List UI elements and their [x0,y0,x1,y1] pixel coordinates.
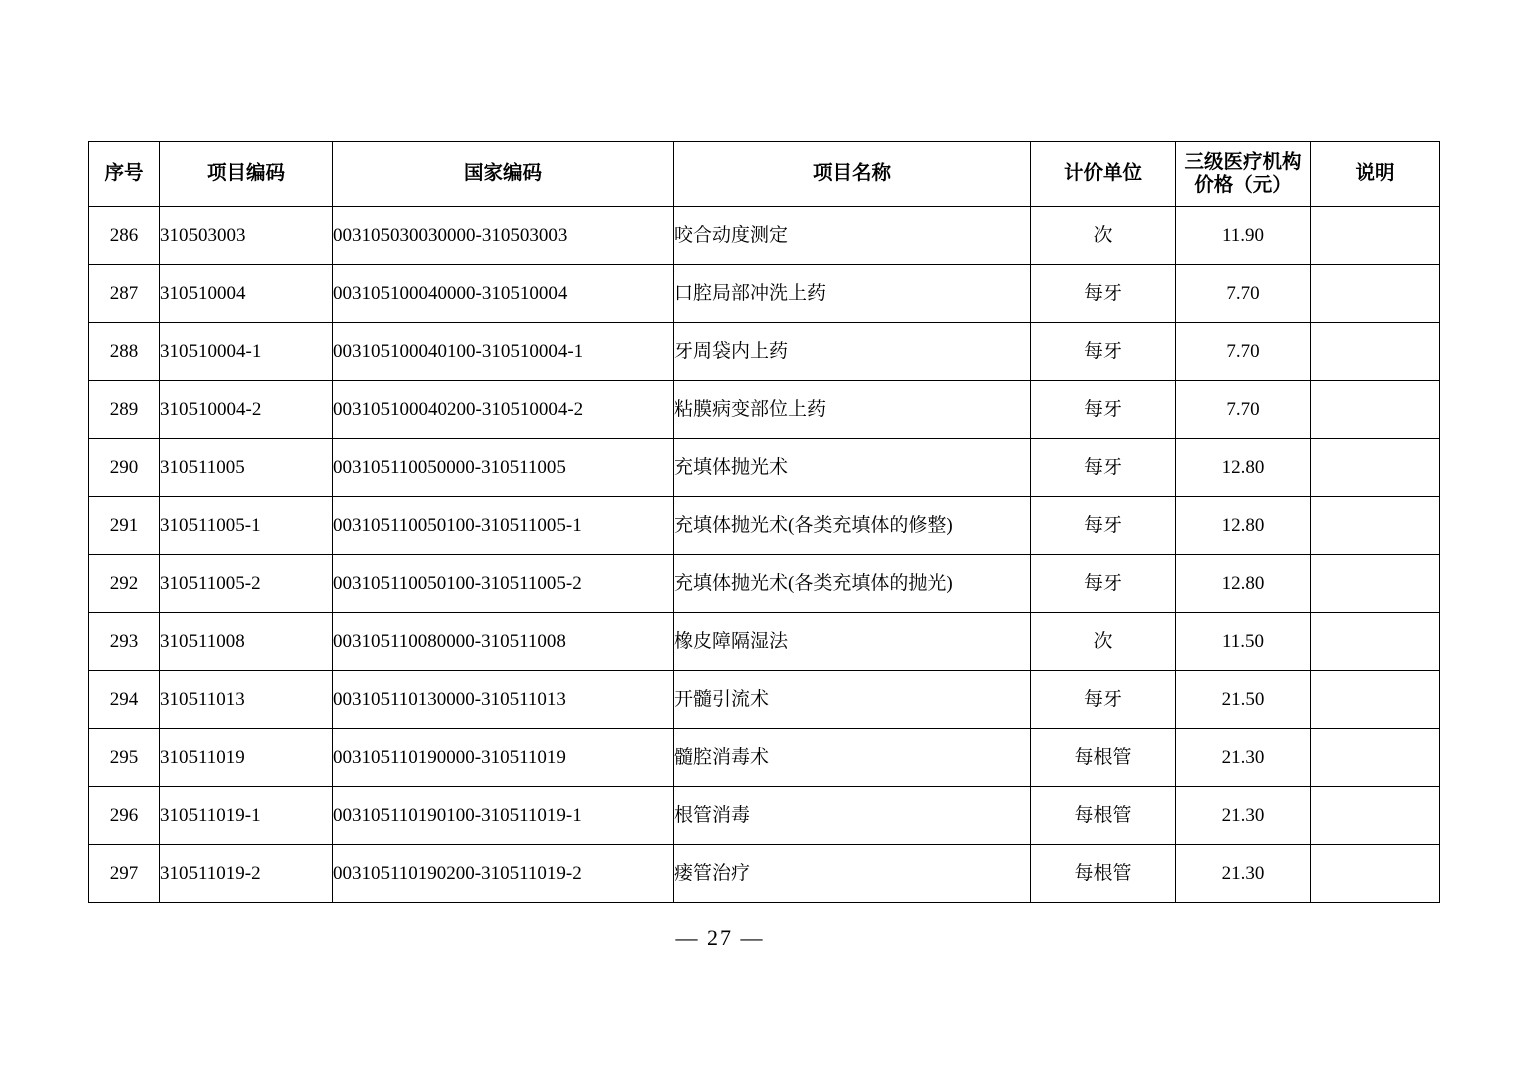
cell-project-name: 橡皮障隔湿法 [674,613,1031,671]
cell-seq: 290 [89,439,160,497]
column-header-unit: 计价单位 [1031,142,1176,207]
cell-unit: 每牙 [1031,555,1176,613]
cell-national-code: 003105110190000-310511019 [333,729,674,787]
cell-national-code: 003105110130000-310511013 [333,671,674,729]
cell-project-code: 310511019 [160,729,333,787]
table-row [89,671,1440,729]
table-row [89,787,1440,845]
table-row [89,439,1440,497]
column-header-price-line1: 三级医疗机构 [1184,151,1302,173]
cell-note [1311,555,1440,613]
cell-project-code: 310511005-2 [160,555,333,613]
cell-seq: 288 [89,323,160,381]
table-row [89,845,1440,903]
cell-national-code: 003105100040000-310510004 [333,265,674,323]
cell-unit: 每根管 [1031,787,1176,845]
cell-seq: 291 [89,497,160,555]
cell-seq: 296 [89,787,160,845]
cell-price: 11.90 [1176,207,1311,265]
cell-note [1311,729,1440,787]
cell-seq: 297 [89,845,160,903]
column-header-seq: 序号 [89,142,160,207]
page-number: — 27 — [675,925,765,950]
cell-price: 7.70 [1176,265,1311,323]
cell-project-name: 充填体抛光术 [674,439,1031,497]
table-row [89,613,1440,671]
cell-national-code: 003105110190100-310511019-1 [333,787,674,845]
cell-unit: 每牙 [1031,265,1176,323]
medical-price-table [88,141,1440,903]
cell-national-code: 003105100040100-310510004-1 [333,323,674,381]
cell-note [1311,497,1440,555]
cell-unit: 次 [1031,207,1176,265]
cell-seq: 286 [89,207,160,265]
cell-seq: 293 [89,613,160,671]
cell-note [1311,787,1440,845]
cell-national-code: 003105110050100-310511005-1 [333,497,674,555]
cell-price: 21.30 [1176,729,1311,787]
cell-unit: 每牙 [1031,671,1176,729]
cell-note [1311,671,1440,729]
cell-unit: 每根管 [1031,729,1176,787]
cell-project-name: 口腔局部冲洗上药 [674,265,1031,323]
cell-unit: 每牙 [1031,439,1176,497]
column-header-national-code: 国家编码 [333,142,674,207]
table-body [89,207,1440,903]
cell-project-code: 310510004-2 [160,381,333,439]
cell-project-code: 310503003 [160,207,333,265]
cell-note [1311,439,1440,497]
cell-project-code: 310511013 [160,671,333,729]
cell-national-code: 003105110050000-310511005 [333,439,674,497]
cell-project-code: 310511019-2 [160,845,333,903]
cell-note [1311,323,1440,381]
cell-seq: 287 [89,265,160,323]
column-header-project-name: 项目名称 [674,142,1031,207]
cell-project-code: 310511005-1 [160,497,333,555]
cell-project-name: 瘘管治疗 [674,845,1031,903]
cell-price: 11.50 [1176,613,1311,671]
cell-seq: 292 [89,555,160,613]
cell-price: 7.70 [1176,323,1311,381]
cell-unit: 每牙 [1031,497,1176,555]
cell-project-name: 充填体抛光术(各类充填体的修整) [674,497,1031,555]
cell-seq: 295 [89,729,160,787]
table-row [89,497,1440,555]
table-header-row [89,142,1440,207]
cell-project-code: 310511008 [160,613,333,671]
cell-note [1311,845,1440,903]
table-row [89,265,1440,323]
cell-unit: 每牙 [1031,381,1176,439]
cell-project-name: 髓腔消毒术 [674,729,1031,787]
cell-project-name: 根管消毒 [674,787,1031,845]
table-row [89,729,1440,787]
table-row [89,207,1440,265]
price-table-container [88,141,1432,903]
table-row [89,381,1440,439]
cell-national-code: 003105100040200-310510004-2 [333,381,674,439]
cell-price: 21.50 [1176,671,1311,729]
cell-price: 21.30 [1176,787,1311,845]
cell-note [1311,207,1440,265]
cell-national-code: 003105110080000-310511008 [333,613,674,671]
cell-price: 7.70 [1176,381,1311,439]
cell-project-code: 310511019-1 [160,787,333,845]
cell-project-code: 310510004 [160,265,333,323]
cell-note [1311,265,1440,323]
cell-unit: 每牙 [1031,323,1176,381]
column-header-project-code: 项目编码 [160,142,333,207]
cell-project-name: 咬合动度测定 [674,207,1031,265]
cell-project-code: 310511005 [160,439,333,497]
cell-unit: 次 [1031,613,1176,671]
cell-project-name: 开髓引流术 [674,671,1031,729]
table-row [89,323,1440,381]
cell-national-code: 003105110050100-310511005-2 [333,555,674,613]
column-header-note: 说明 [1311,142,1440,207]
cell-national-code: 003105030030000-310503003 [333,207,674,265]
cell-project-name: 充填体抛光术(各类充填体的抛光) [674,555,1031,613]
cell-price: 12.80 [1176,439,1311,497]
cell-note [1311,381,1440,439]
column-header-price [1176,142,1311,207]
cell-project-name: 牙周袋内上药 [674,323,1031,381]
cell-price: 21.30 [1176,845,1311,903]
cell-price: 12.80 [1176,497,1311,555]
table-row [89,555,1440,613]
cell-price: 12.80 [1176,555,1311,613]
cell-seq: 294 [89,671,160,729]
cell-seq: 289 [89,381,160,439]
column-header-price-line2: 价格（元） [1194,175,1292,196]
cell-national-code: 003105110190200-310511019-2 [333,845,674,903]
cell-project-code: 310510004-1 [160,323,333,381]
cell-note [1311,613,1440,671]
cell-project-name: 粘膜病变部位上药 [674,381,1031,439]
cell-unit: 每根管 [1031,845,1176,903]
table-header [89,142,1440,207]
